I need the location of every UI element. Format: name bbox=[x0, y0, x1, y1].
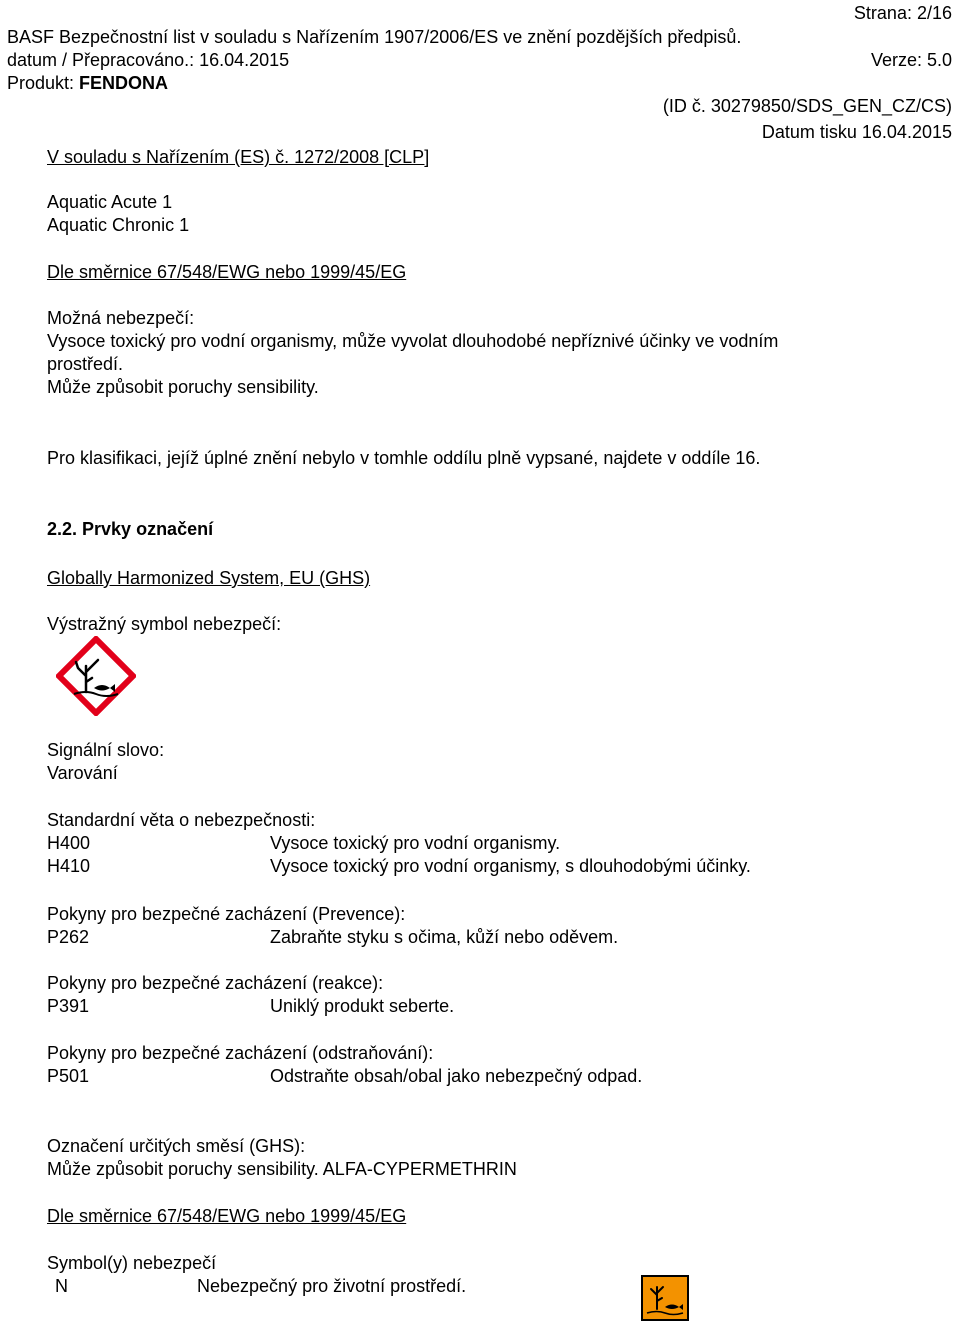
directive-heading: Dle směrnice 67/548/EWG nebo 1999/45/EG bbox=[47, 262, 407, 282]
signal-word: Varování bbox=[47, 763, 118, 783]
hazard-text: Může způsobit poruchy sensibility. bbox=[47, 377, 319, 397]
ghs09-environment-icon bbox=[56, 636, 136, 716]
mixtures-label: Označení určitých směsí (GHS): bbox=[47, 1136, 306, 1156]
revision-date: datum / Přepracováno.: 16.04.2015 bbox=[7, 50, 290, 70]
response-label: Pokyny pro bezpečné zacházení (reakce): bbox=[47, 973, 384, 993]
ghs-heading: Globally Harmonized System, EU (GHS) bbox=[47, 568, 371, 588]
product-name: FENDONA bbox=[79, 73, 169, 93]
statement-row bbox=[0, 926, 960, 949]
pictogram-label: Výstražný symbol nebezpečí: bbox=[47, 614, 282, 634]
document-title: BASF Bezpečnostní list v souladu s Nařízením 1907/2006/ES ve znění pozdějších předpisů. bbox=[7, 27, 742, 47]
symbol-text: Nebezpečný pro životní prostředí. bbox=[197, 1276, 467, 1296]
statement-text: Zabraňte styku s očima, kůží nebo oděvem. bbox=[270, 927, 619, 947]
version: Verze: 5.0 bbox=[870, 50, 952, 70]
statement-row bbox=[0, 1065, 960, 1088]
statement-code: H410 bbox=[47, 856, 91, 876]
statement-code: P262 bbox=[47, 927, 90, 947]
product-label: Produkt: bbox=[7, 73, 80, 93]
prevention-label: Pokyny pro bezpečné zacházení (Prevence): bbox=[47, 904, 406, 924]
signal-label: Signální slovo: bbox=[47, 740, 165, 760]
hazard-label: Možná nebezpečí: bbox=[47, 308, 195, 328]
page-number: Strana: 2/16 bbox=[853, 3, 952, 23]
statement-row bbox=[0, 995, 960, 1018]
statement-code: P501 bbox=[47, 1066, 90, 1086]
document-id: (ID č. 30279850/SDS_GEN_CZ/CS) bbox=[662, 96, 952, 116]
statement-code: H400 bbox=[47, 833, 91, 853]
statement-row bbox=[0, 832, 960, 855]
section-heading: 2.2. Prvky označení bbox=[47, 519, 214, 539]
statement-text: Vysoce toxický pro vodní organismy. bbox=[270, 833, 561, 853]
disposal-label: Pokyny pro bezpečné zacházení (odstraňování): bbox=[47, 1043, 434, 1063]
print-date: Datum tisku 16.04.2015 bbox=[761, 122, 952, 142]
mixtures-text: Může způsobit poruchy sensibility. ALFA-CYPERMETHRIN bbox=[47, 1159, 517, 1179]
hazard-text: Vysoce toxický pro vodní organismy, může vyvolat dlouhodobé nepříznivé účinky ve vodním bbox=[47, 331, 779, 351]
symbol-code: N bbox=[55, 1276, 68, 1296]
symbols-label: Symbol(y) nebezpečí bbox=[47, 1253, 217, 1273]
hazard-text: prostředí. bbox=[47, 354, 124, 374]
clp-heading: V souladu s Nařízením (ES) č. 1272/2008 [CLP] bbox=[47, 147, 430, 167]
statement-code: P391 bbox=[47, 996, 90, 1016]
directive-heading-2: Dle směrnice 67/548/EWG nebo 1999/45/EG bbox=[47, 1206, 407, 1226]
statement-text: Odstraňte obsah/obal jako nebezpečný odpad. bbox=[270, 1066, 643, 1086]
statement-text: Vysoce toxický pro vodní organismy, s dlouhodobými účinky. bbox=[270, 856, 751, 876]
statement-text: Uniklý produkt seberte. bbox=[270, 996, 455, 1016]
hazard-statements-label: Standardní věta o nebezpečnosti: bbox=[47, 810, 316, 830]
statement-row bbox=[0, 855, 960, 878]
clp-item: Aquatic Acute 1 bbox=[47, 192, 173, 212]
classification-note: Pro klasifikaci, jejíž úplné znění nebylo v tomhle oddílu plně vypsané, najdete v oddíle 16. bbox=[47, 448, 761, 468]
clp-item: Aquatic Chronic 1 bbox=[47, 215, 190, 235]
dangerous-for-environment-icon bbox=[641, 1275, 689, 1321]
product-line bbox=[7, 72, 168, 95]
symbol-row bbox=[0, 1275, 640, 1298]
